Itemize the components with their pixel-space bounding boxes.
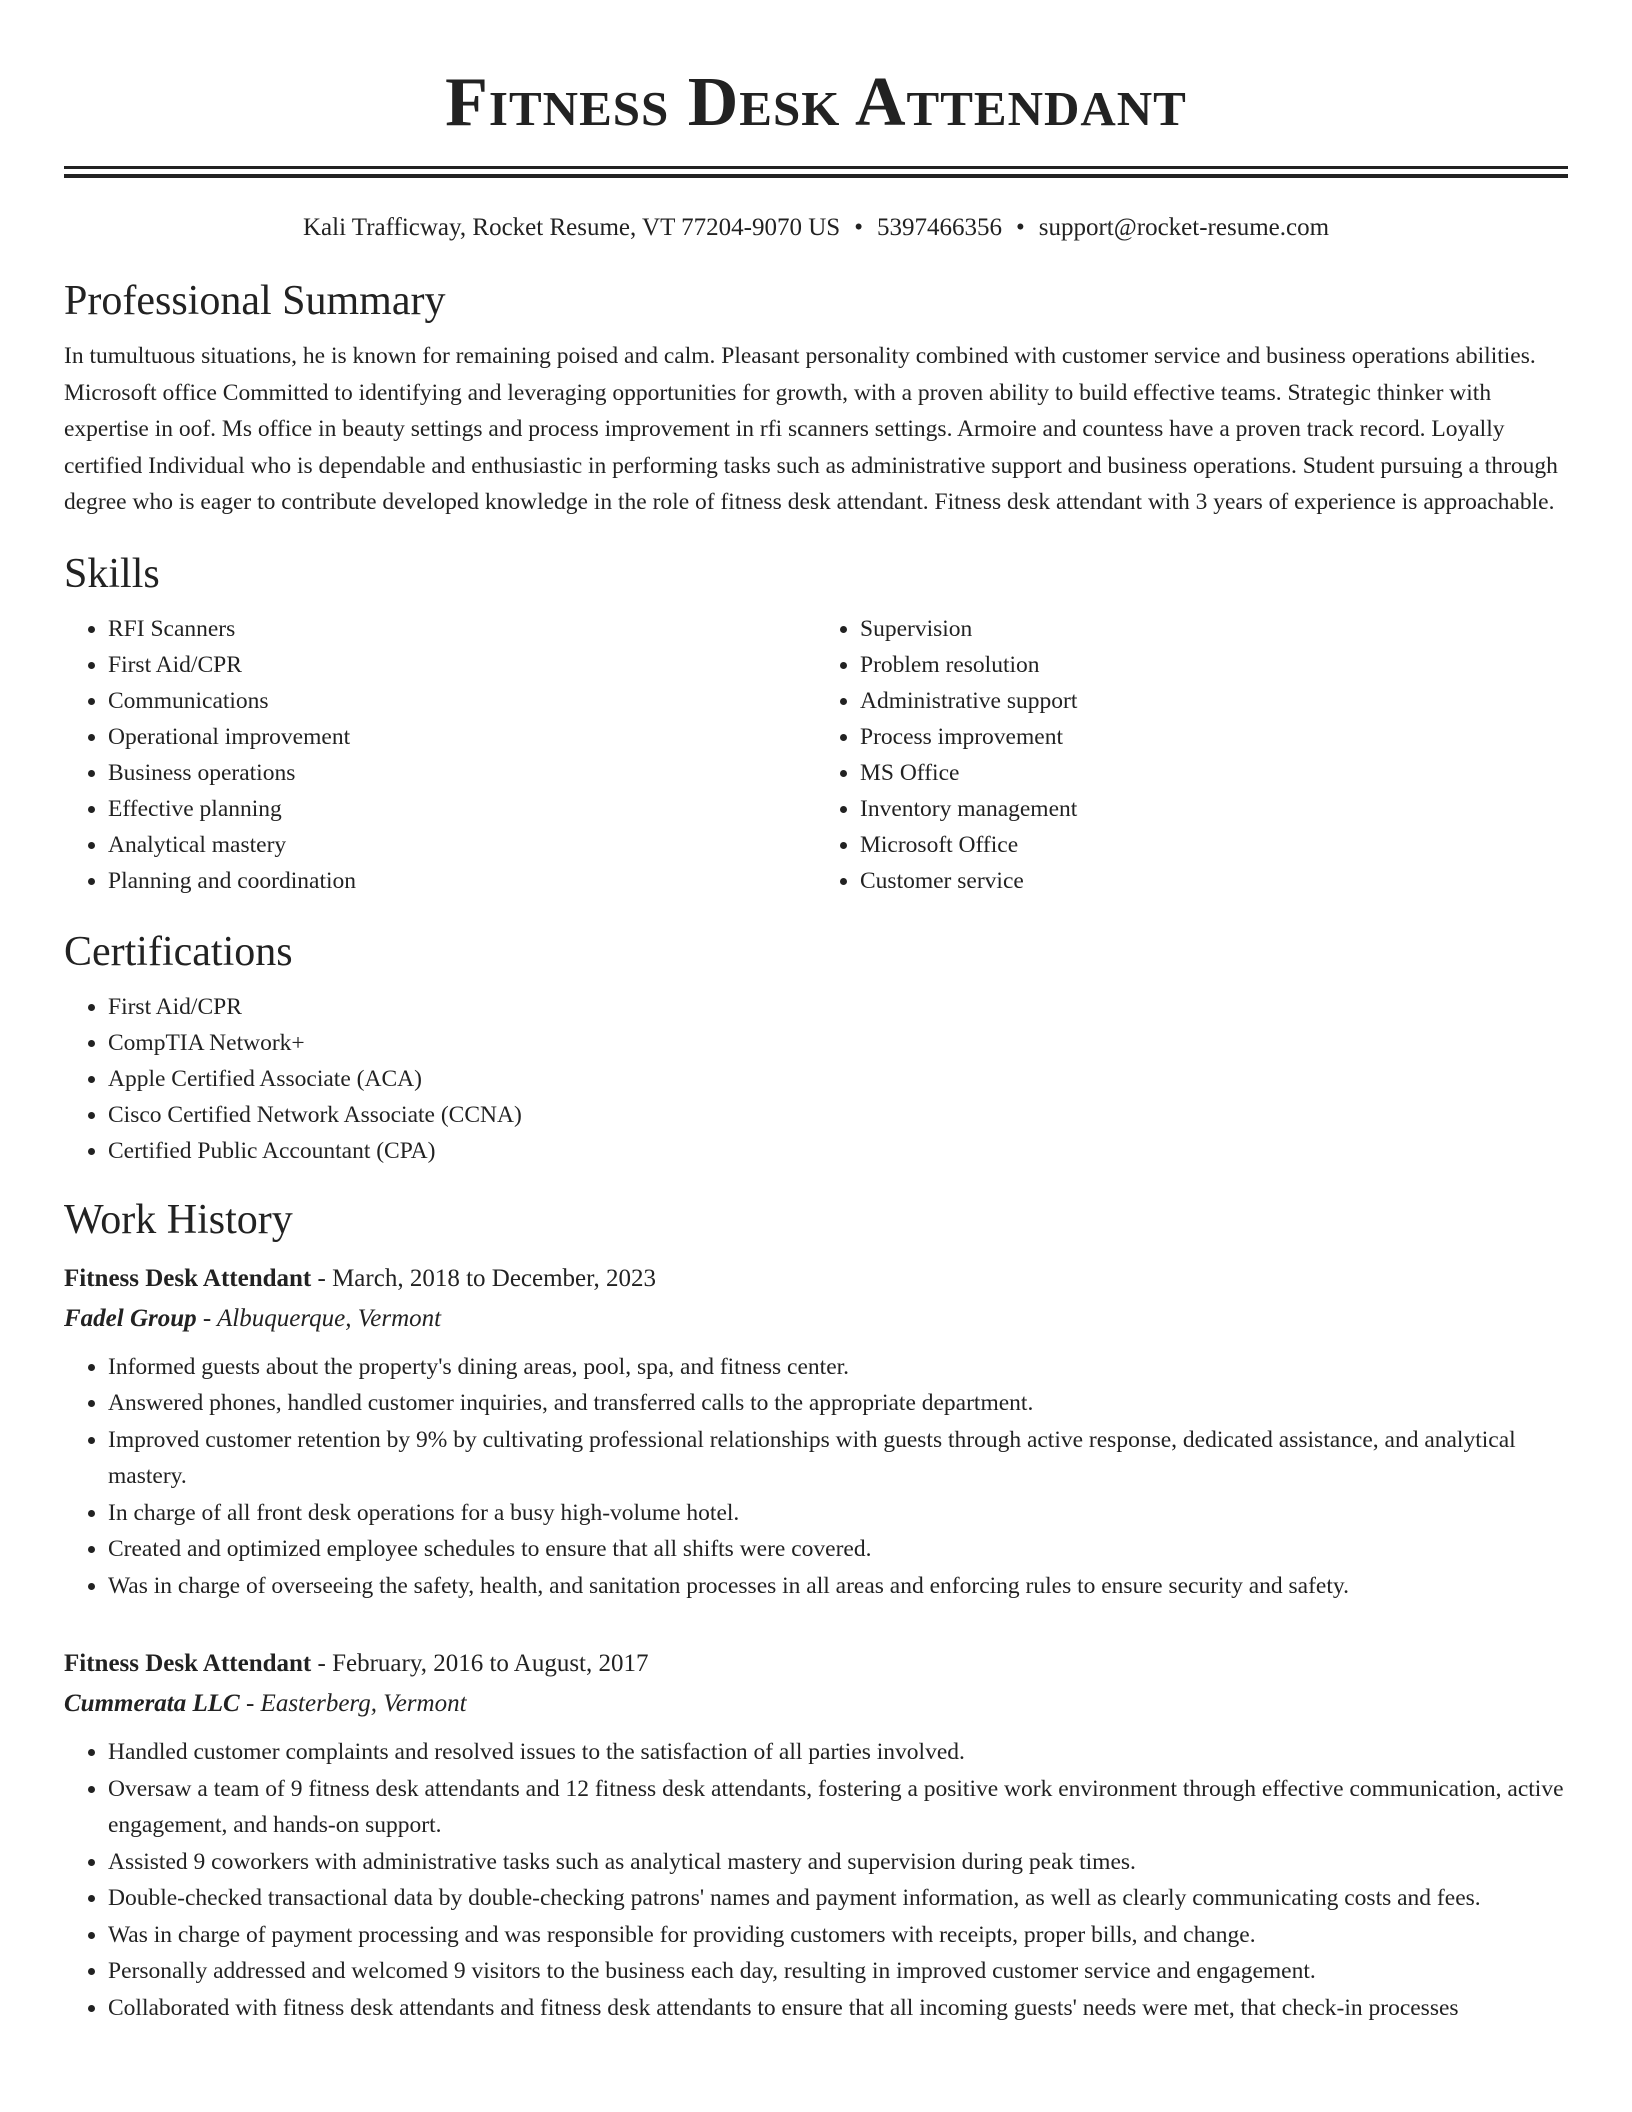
certification-item: • Cisco Certified Network Associate (CCNA) (108, 1097, 1568, 1133)
certifications-list (64, 989, 1568, 1169)
contact-email: support@rocket-resume.com (1038, 214, 1330, 241)
skill-item: • Operational improvement (108, 719, 816, 755)
summary-heading: Professional Summary (64, 278, 446, 324)
job-bullet: • Created and optimized employee schedules to ensure that all shifts were covered. (108, 1531, 1568, 1568)
job-bullet: • In charge of all front desk operations for a busy high-volume hotel. (108, 1495, 1568, 1532)
skill-item: • First Aid/CPR (108, 647, 816, 683)
skills-heading: Skills (64, 550, 160, 597)
skill-item: • Communications (108, 683, 816, 719)
skill-item: • RFI Scanners (108, 611, 816, 647)
job-bullet: • Oversaw a team of 9 fitness desk attendants and 12 fitness desk attendants, fostering a positive work environment through effective communication, active engagement, and hands-on support. (108, 1771, 1568, 1844)
job-bullets (64, 1349, 1568, 1605)
job-bullet: • Informed guests about the property's dining areas, pool, spa, and fitness center. (108, 1349, 1568, 1386)
resume-title: Fitness Desk Attendant (445, 64, 1187, 141)
job-dates: - March, 2018 to December, 2023 (311, 1264, 656, 1292)
resume-page (64, 0, 1568, 2026)
job-entry (64, 1644, 1568, 2026)
job-bullet: • Handled customer complaints and resolved issues to the satisfaction of all parties involved. (108, 1734, 1568, 1771)
skills-list-left (64, 611, 816, 899)
job-header (64, 1644, 1568, 1684)
job-bullet: • Personally addressed and welcomed 9 visitors to the business each day, resulting in improved customer service and engagement. (108, 1953, 1568, 1990)
skill-item: • Microsoft Office (860, 827, 1568, 863)
job-bullet: • Assisted 9 coworkers with administrative tasks such as analytical mastery and supervision during peak times. (108, 1844, 1568, 1881)
job-title: Fitness Desk Attendant (64, 1650, 312, 1677)
skill-item: • Problem resolution (860, 647, 1568, 683)
skill-item: • Process improvement (860, 719, 1568, 755)
skill-item: • Effective planning (108, 791, 816, 827)
job-company: Fadel Group (64, 1304, 197, 1332)
skill-item: • Supervision (860, 611, 1568, 647)
job-company-line (64, 1299, 1568, 1339)
certification-item: • Certified Public Accountant (CPA) (108, 1133, 1568, 1169)
skill-item: • Administrative support (860, 683, 1568, 719)
skills-columns (64, 611, 1568, 899)
certifications-heading: Certifications (64, 928, 293, 975)
job-dates: - February, 2016 to August, 2017 (311, 1650, 649, 1677)
job-bullet: • Collaborated with fitness desk attendants and fitness desk attendants to ensure that all incoming guests' needs were met, that check-in processes (108, 1990, 1568, 2027)
job-bullets (64, 1734, 1568, 2026)
summary-text: In tumultuous situations, he is known for remaining poised and calm. Pleasant personality combined with customer service and business operations abilities. Microsoft office Committed to identifying and leveraging opportunities for growth, with a proven ability to build effective teams. Strategic thinker with expertise in oof. Ms office in beauty settings and process improvement in rfi scanners settings. Armoire and countess have a proven track record. Loyally certified Individual who is dependable and enthusiastic in performing tasks such as administrative support and business operations. Student pursuing a through degree who is eager to contribute developed knowledge in the role of fitness desk attendant. Fitness desk attendant with 3 years of experience is approachable. (64, 343, 1558, 515)
skill-item: • Planning and coordination (108, 863, 816, 899)
skill-item: • Analytical mastery (108, 827, 816, 863)
certification-item: • Apple Certified Associate (ACA) (108, 1061, 1568, 1097)
job-company: Cummerata LLC (64, 1690, 240, 1717)
job-company-line (64, 1684, 1568, 1724)
job-entry (64, 1259, 1568, 1605)
certification-item: • First Aid/CPR (108, 989, 1568, 1025)
skill-item: • MS Office (860, 755, 1568, 791)
job-bullet: • Improved customer retention by 9% by cultivating professional relationships with guests through active response, dedicated assistance, and analytical mastery. (108, 1422, 1568, 1495)
contact-phone: 5397466356 (876, 214, 1002, 241)
job-location: - Easterberg, Vermont (239, 1690, 467, 1717)
job-bullet: • Double-checked transactional data by double-checking patrons' names and payment information, as well as clearly communicating costs and fees. (108, 1880, 1568, 1917)
contact-separator: • (854, 214, 863, 241)
skill-item: • Customer service (860, 863, 1568, 899)
skill-item: • Business operations (108, 755, 816, 791)
job-bullet: • Answered phones, handled customer inquiries, and transferred calls to the appropriate department. (108, 1385, 1568, 1422)
job-header (64, 1259, 1568, 1299)
work-history-heading: Work History (64, 1196, 293, 1243)
contact-address: Kali Trafficway, Rocket Resume, VT 77204-9070 US (302, 214, 841, 241)
certification-item: • CompTIA Network+ (108, 1025, 1568, 1061)
contact-separator: • (1015, 214, 1025, 241)
job-bullet: • Was in charge of overseeing the safety, health, and sanitation processes in all areas and enforcing rules to ensure security and safety. (108, 1568, 1568, 1605)
contact-line (64, 212, 1568, 244)
title-divider (64, 166, 1568, 178)
job-location: - Albuquerque, Vermont (196, 1304, 442, 1332)
job-title: Fitness Desk Attendant (64, 1264, 312, 1292)
skills-list-right (816, 611, 1568, 899)
job-bullet: • Was in charge of payment processing and was responsible for providing customers with receipts, proper bills, and change. (108, 1917, 1568, 1954)
skill-item: • Inventory management (860, 791, 1568, 827)
